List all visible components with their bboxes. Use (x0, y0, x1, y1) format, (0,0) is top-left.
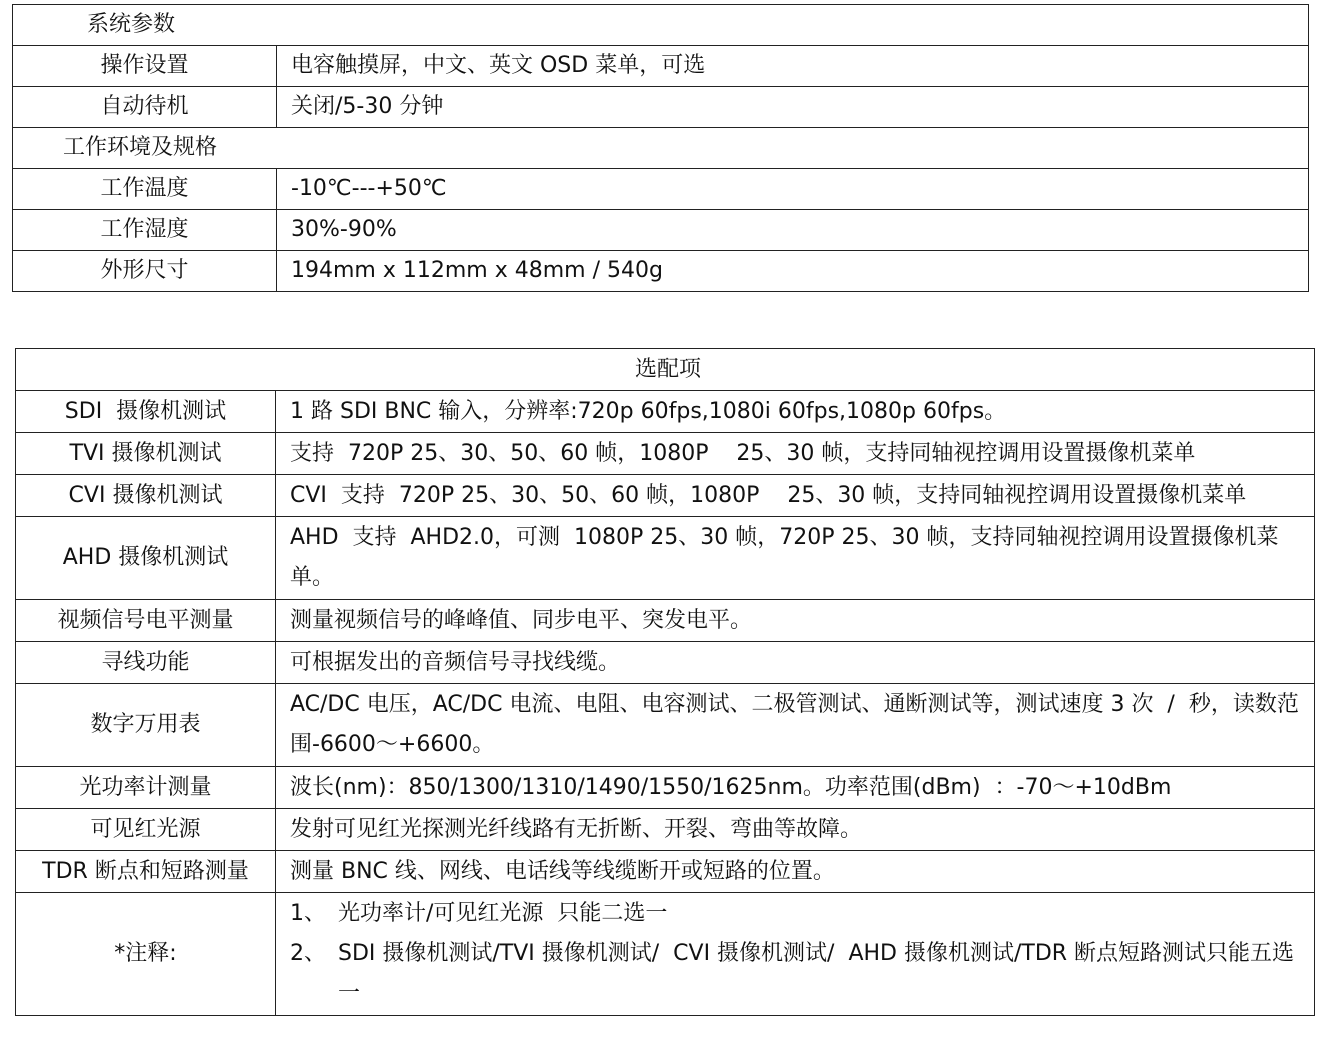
table-row (13, 169, 1309, 210)
option-value-tdr: 测量 BNC 线、网线、电话线等线缆断开或短路的位置。 (276, 851, 1315, 893)
spec-label-humidity: 工作湿度 (13, 210, 277, 251)
option-label-cable-tracer: 寻线功能 (16, 642, 276, 684)
table-row (16, 642, 1315, 684)
option-value-cvi: CVI 支持 720P 25、30、50、60 帧，1080P 25、30 帧，支持同轴视控调用设置摄像机菜单 (276, 475, 1315, 517)
spec-label-operation: 操作设置 (13, 46, 277, 87)
option-value-optical-power: 波长(nm)：850/1300/1310/1490/1550/1625nm。功率范围(dBm) ：-70～+10dBm (276, 767, 1315, 809)
table-row (16, 433, 1315, 475)
table-row (16, 851, 1315, 893)
section-title-env: 工作环境及规格 (13, 128, 1309, 169)
options-header: 选配项 (16, 349, 1315, 391)
option-label-multimeter: 数字万用表 (16, 684, 276, 767)
table-row (16, 684, 1315, 767)
note-item-text: SDI 摄像机测试/TVI 摄像机测试/ CVI 摄像机测试/ AHD 摄像机测试/TDR 断点短路测试只能五选一 (338, 941, 1295, 1006)
note-item (290, 894, 1306, 934)
spec-label-temperature: 工作温度 (13, 169, 277, 210)
note-label: *注释: (16, 893, 276, 1016)
option-label-tvi: TVI 摄像机测试 (16, 433, 276, 475)
spec-value-humidity: 30%-90% (277, 210, 1309, 251)
table-row (13, 87, 1309, 128)
table-row (16, 767, 1315, 809)
table-row (16, 809, 1315, 851)
options-table (15, 348, 1315, 1016)
section-title-system: 系统参数 (13, 5, 1309, 46)
spec-label-standby: 自动待机 (13, 87, 277, 128)
option-value-video-level: 测量视频信号的峰峰值、同步电平、突发电平。 (276, 600, 1315, 642)
options-header-row (16, 349, 1315, 391)
option-label-cvi: CVI 摄像机测试 (16, 475, 276, 517)
system-spec-table (12, 4, 1309, 292)
spec-value-standby: 关闭/5-30 分钟 (277, 87, 1309, 128)
option-value-sdi: 1 路 SDI BNC 输入，分辨率:720p 60fps,1080i 60fps,1080p 60fps。 (276, 391, 1315, 433)
option-label-sdi: SDI 摄像机测试 (16, 391, 276, 433)
table-row (16, 475, 1315, 517)
spec-value-operation: 电容触摸屏，中文、英文 OSD 菜单，可选 (277, 46, 1309, 87)
section-row-system (13, 5, 1309, 46)
table-row (13, 251, 1309, 292)
table-row (13, 210, 1309, 251)
option-value-multimeter: AC/DC 电压，AC/DC 电流、电阻、电容测试、二极管测试、通断测试等，测试速度 3 次 / 秒，读数范围-6600～+6600。 (276, 684, 1315, 767)
option-label-ahd: AHD 摄像机测试 (16, 517, 276, 600)
table-row (16, 893, 1315, 1016)
option-label-red-light: 可见红光源 (16, 809, 276, 851)
note-item-text: 光功率计/可见红光源 只能二选一 (338, 901, 668, 926)
note-item-number: 2、 (290, 941, 326, 966)
table-row (16, 517, 1315, 600)
section-row-env (13, 128, 1309, 169)
option-value-ahd: AHD 支持 AHD2.0，可测 1080P 25、30 帧，720P 25、30 帧，支持同轴视控调用设置摄像机菜单。 (276, 517, 1315, 600)
option-label-video-level: 视频信号电平测量 (16, 600, 276, 642)
option-value-tvi: 支持 720P 25、30、50、60 帧，1080P 25、30 帧，支持同轴视控调用设置摄像机菜单 (276, 433, 1315, 475)
spec-value-temperature: -10℃---+50℃ (277, 169, 1309, 210)
table-row (13, 46, 1309, 87)
note-content (276, 893, 1315, 1016)
spec-label-dimensions: 外形尺寸 (13, 251, 277, 292)
table-row (16, 391, 1315, 433)
option-value-cable-tracer: 可根据发出的音频信号寻找线缆。 (276, 642, 1315, 684)
table-row (16, 600, 1315, 642)
spec-value-dimensions: 194mm x 112mm x 48mm / 540g (277, 251, 1309, 292)
note-item (290, 934, 1306, 1014)
option-label-optical-power: 光功率计测量 (16, 767, 276, 809)
option-label-tdr: TDR 断点和短路测量 (16, 851, 276, 893)
note-item-number: 1、 (290, 901, 326, 926)
option-value-red-light: 发射可见红光探测光纤线路有无折断、开裂、弯曲等故障。 (276, 809, 1315, 851)
